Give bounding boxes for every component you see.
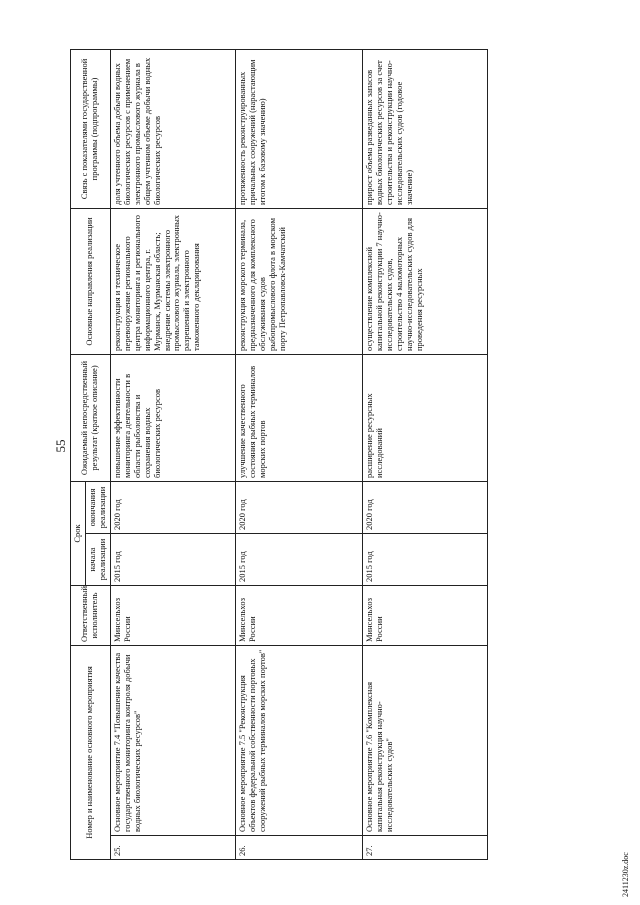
header-result: Ожидаемый непосредственный результат (краткое описание) xyxy=(71,355,111,482)
start-year: 2015 год xyxy=(235,534,362,586)
end-year: 2020 год xyxy=(110,482,235,534)
responsible-executor: Минсельхоз России xyxy=(362,586,487,646)
table-row xyxy=(235,50,362,860)
header-num-name: Номер и наименование основного мероприятия xyxy=(71,646,111,860)
header-link: Связь с показателями государственной программы (подпрограммы) xyxy=(71,50,111,209)
document-file-code: 2411230z.doc xyxy=(621,852,630,897)
end-year: 2020 год xyxy=(235,482,362,534)
row-number: 27. xyxy=(362,836,487,860)
page-number: 55 xyxy=(53,439,68,453)
header-term: Срок xyxy=(71,482,86,586)
responsible-executor: Минсельхоз России xyxy=(235,586,362,646)
start-year: 2015 год xyxy=(110,534,235,586)
table-row xyxy=(362,50,487,860)
header-end: окончания реализации xyxy=(85,482,110,534)
indicator-link: прирост объема разведанных запасов водных биологических ресурсов за счет строительства и реконструкции научно-исследовательских судов (годовое значение) xyxy=(362,50,487,209)
start-year: 2015 год xyxy=(362,534,487,586)
responsible-executor: Минсельхоз России xyxy=(110,586,235,646)
program-activities-table xyxy=(70,49,488,860)
activity-name: Основное мероприятие 7.5 "Реконструкция объектов федеральной собственности портовых сооружений рыбных терминалов морских портов" xyxy=(235,646,362,836)
indicator-link: доля учтенного объема добычи водных биологических ресурсов с применением электронного промыслового журнала в общем учтенном объеме добычи водных биологических ресурсов xyxy=(110,50,235,209)
main-directions: осуществление комплексной капитальной реконструкции 7 научно-исследовательских судов, строительство 4 маломоторных научно-исследовательских судов для проведения ресурсных xyxy=(362,209,487,355)
main-directions: реконструкция и техническое перевооружение регионального центра мониторинга и регионального информационного центра, г. Мурманск, Мурманская область; внедрение системы электронного промыслового журнала, электронных разрешений и электронного таможенного декларирования xyxy=(110,209,235,355)
end-year: 2020 год xyxy=(362,482,487,534)
activity-name: Основное мероприятие 7.4 "Повышение качества государственного мониторинга контроля добычи водных биологических ресурсов" xyxy=(110,646,235,836)
header-responsible: Ответственный исполнитель xyxy=(71,586,111,646)
header-start: начала реализации xyxy=(85,534,110,586)
activity-name: Основное мероприятие 7.6 "Комплексная капитальная реконструкция научно-исследовательских судов" xyxy=(362,646,487,836)
main-directions: реконструкция морского терминала, предназначенного для комплексного обслуживания судов рыбопромыслового флота в морском порту Петропавловск-Камчатский xyxy=(235,209,362,355)
row-number: 26. xyxy=(235,836,362,860)
expected-result: повышение эффективности мониторинга деятельности в области рыболовства и сохранения водных биологических ресурсов xyxy=(110,355,235,482)
row-number: 25. xyxy=(110,836,235,860)
expected-result: расширение ресурсных исследований xyxy=(362,355,487,482)
header-directions: Основные направления реализации xyxy=(71,209,111,355)
table-row xyxy=(110,50,235,860)
expected-result: улучшение качественного состояния рыбных терминалов морских портов xyxy=(235,355,362,482)
indicator-link: протяженность реконструированных причальных сооружений (нарастающим итогом к базовому значению) xyxy=(235,50,362,209)
table-header xyxy=(71,50,111,860)
